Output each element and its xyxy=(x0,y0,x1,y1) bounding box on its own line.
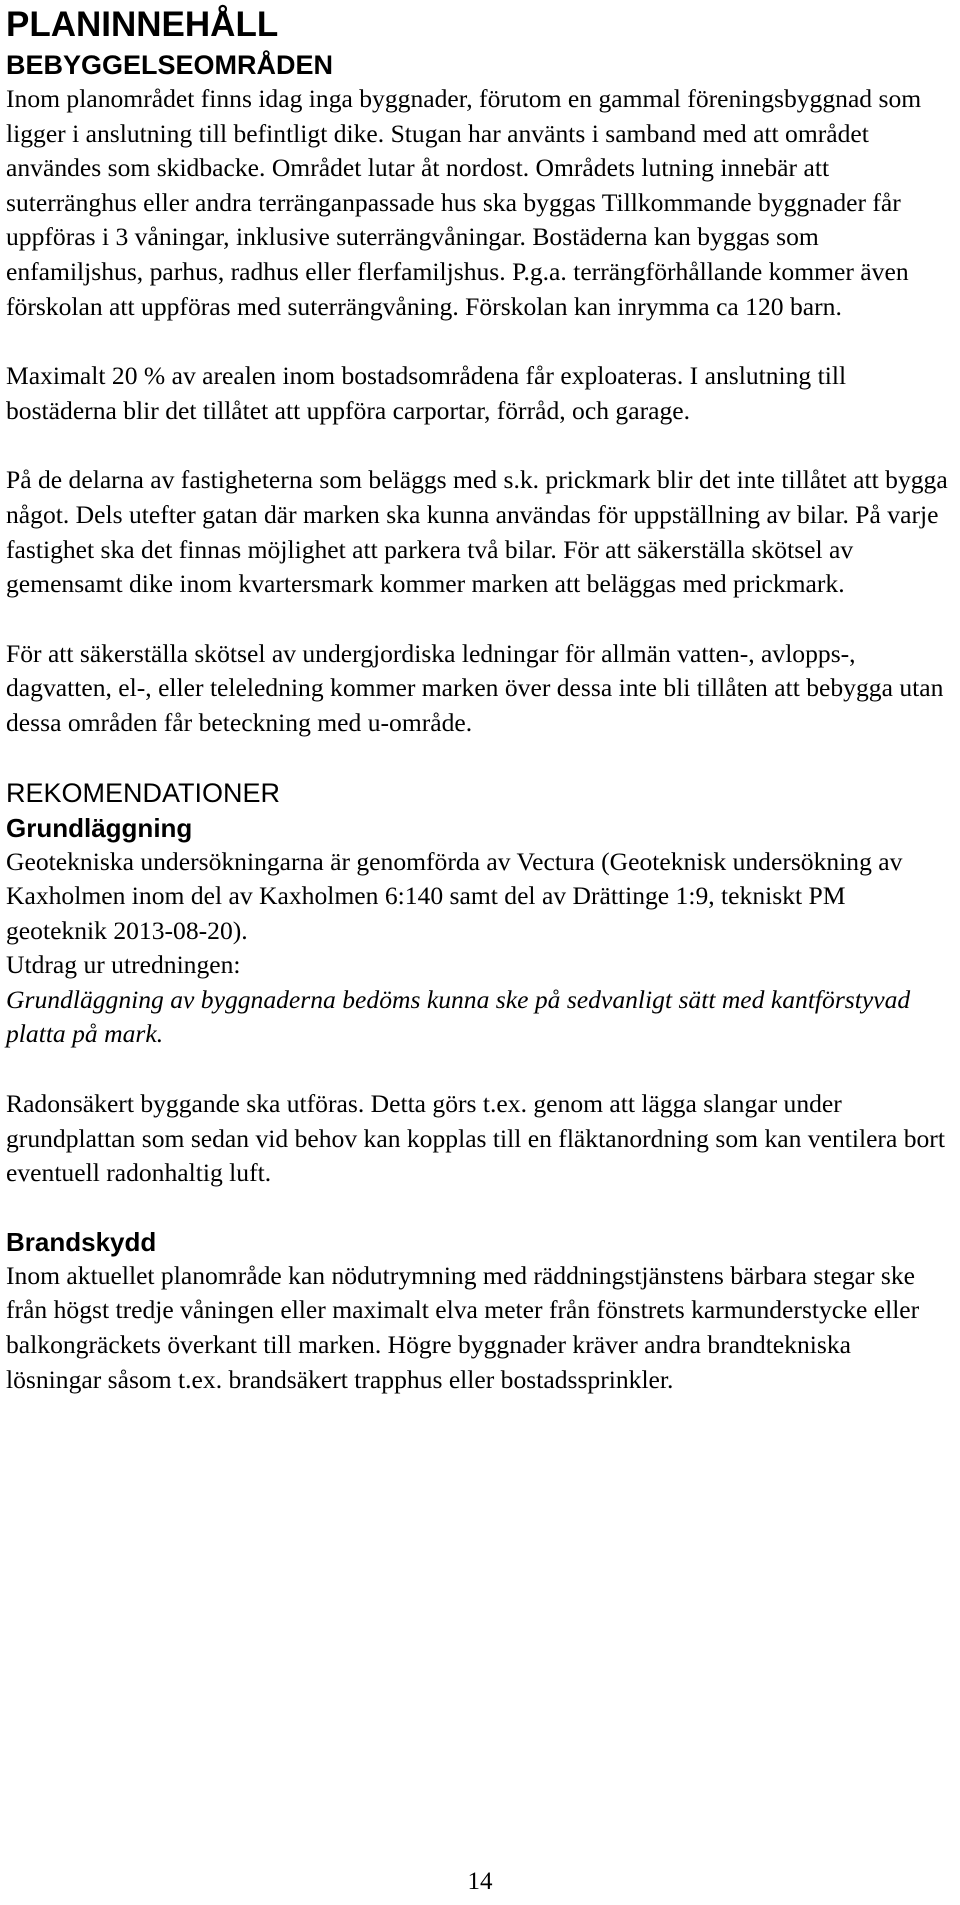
document-page xyxy=(6,2,952,1397)
spacer xyxy=(6,428,952,463)
spacer xyxy=(6,1191,952,1225)
grundlaggning-paragraph: Geotekniska undersökningarna är genomförda av Vectura (Geoteknisk undersökning av Kaxholmen inom del av Kaxholmen 6:140 samt del av Drättinge 1:9, tekniskt PM geoteknik 2013-08-20). xyxy=(6,846,903,945)
section-title: PLANINNEHÅLL xyxy=(6,5,279,44)
spacer xyxy=(6,324,952,359)
spacer xyxy=(6,741,952,776)
spacer xyxy=(6,1052,952,1087)
radon-paragraph: Radonsäkert byggande ska utföras. Detta görs t.ex. genom att lägga slangar under grundplattan som sedan vid behov kan kopplas till en fläktanordning som kan ventilera bort eventuell radonhaltig luft. xyxy=(6,1089,945,1188)
brandskydd-heading: Brandskydd xyxy=(6,1226,157,1257)
brandskydd-paragraph: Inom aktuellet planområde kan nödutrymning med räddningstjänstens bärbara stegar ske från högst tredje våningen eller maximalt elva meter från fönstrets karmunderstycke eller balkongräckets överkant till marken. Högre byggnader kräver andra brandtekniska lösningar såsom t.ex. brandsäkert trapphus eller bostadssprinkler. xyxy=(6,1260,920,1394)
rekommendationer-heading: REKOMENDATIONER xyxy=(6,777,281,808)
bebyggelse-paragraph-4: För att säkerställa skötsel av undergjordiska ledningar för allmän vatten-, avlopps-, dagvatten, el-, eller teleledning kommer marken över dessa inte bli tillåten att bebygga utan dessa områden får beteckning med u-område. xyxy=(6,638,944,737)
bebyggelse-paragraph-1: Inom planområdet finns idag inga byggnader, förutom en gammal föreningsbyggnad som ligger i anslutning till befintligt dike. Stugan har använts i samband med att området användes som skidbacke. Området lutar åt nordost. Områdets lutning innebär att suterränghus eller andra terränganpassade hus ska byggas Tillkommande byggnader får uppföras i 3 våningar, inklusive suterrängvåningar. Bostäderna kan byggas som enfamiljshus, parhus, radhus eller flerfamiljshus. P.g.a. terrängförhållande kommer även förskolan att uppföras med suterrängvåning. Förskolan kan inrymma ca 120 barn. xyxy=(6,84,922,321)
grundlaggning-heading: Grundläggning xyxy=(6,812,193,843)
utdrag-quote: Grundläggning av byggnaderna bedöms kunna ske på sedvanligt sätt med kantförstyvad platta på mark. xyxy=(6,984,911,1049)
bebyggelse-paragraph-2: Maximalt 20 % av arealen inom bostadsområdena får exploateras. I anslutning till bostäderna blir det tillåtet att uppföra carportar, förråd, och garage. xyxy=(6,361,847,425)
spacer xyxy=(6,602,952,637)
page-number: 14 xyxy=(467,1868,493,1895)
bebyggelse-heading: BEBYGGELSEOMRÅDEN xyxy=(6,50,334,80)
utdrag-label: Utdrag ur utredningen: xyxy=(6,950,241,980)
bebyggelse-paragraph-3: På de delarna av fastigheterna som beläggs med s.k. prickmark blir det inte tillåtet att bygga något. Dels utefter gatan där marken ska kunna användas för uppställning av bilar. På varje fastighet ska det finnas möjlighet att parkera två bilar. För att säkerställa skötsel av gemensamt dike inom kvartersmark kommer marken att beläggas med prickmark. xyxy=(6,465,948,599)
